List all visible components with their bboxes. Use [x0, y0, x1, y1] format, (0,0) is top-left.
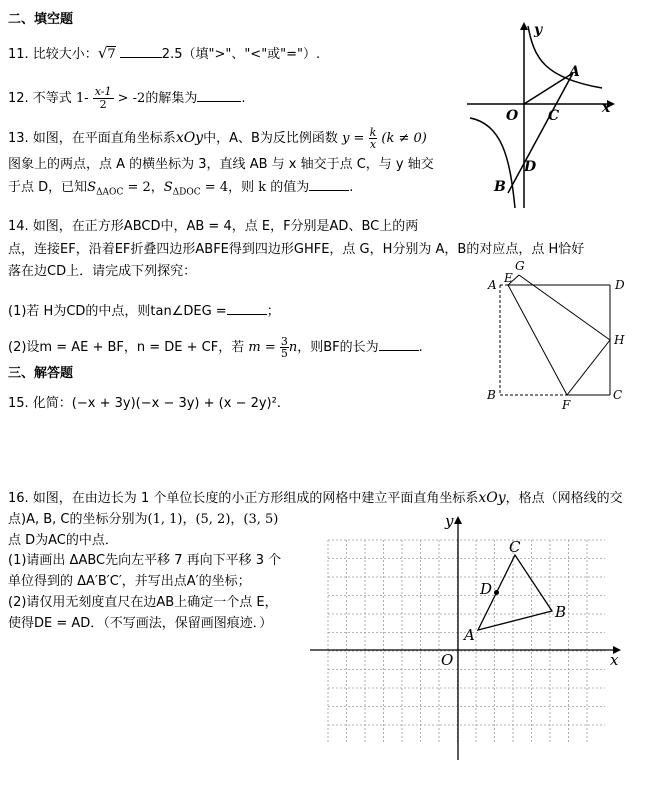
q12-relation: > -2: [117, 91, 146, 106]
question-16-line2: [8, 508, 278, 527]
q14-figure: [482, 258, 632, 413]
q12-end: .: [241, 91, 246, 106]
q12-fraction: [93, 86, 114, 111]
q16-label-b: B: [555, 603, 567, 621]
q13-s2-val: = 4，则 k 的值为: [204, 180, 310, 195]
q12-frac-bot: 2: [99, 98, 107, 111]
q14-label-a: A: [488, 278, 497, 292]
q13-label-b: B: [494, 179, 506, 195]
q13-func-x: x: [369, 138, 377, 151]
q14-label-b: B: [487, 388, 496, 402]
question-16-line3: 点 D为AC的中点．: [8, 533, 118, 548]
q13-s1-val: = 2，: [127, 180, 164, 195]
question-14-line3: 落在边CD上．请完成下列探究：: [8, 264, 197, 279]
q16-xoy: xOy: [478, 490, 506, 506]
q12-tail: 的解集为: [145, 91, 198, 106]
q11-number: 11. 比较大小：: [8, 47, 98, 62]
q13-s1-sub: ΔAOC: [96, 187, 124, 198]
question-16-line4: (1)请画出 ΔABC先向左平移 7 再向下平移 3 个: [8, 553, 282, 568]
q16-label-d: D: [480, 580, 493, 598]
q13-func-cond: (k ≠ 0): [381, 131, 427, 146]
q13-label-y: y: [534, 22, 543, 38]
q16-line1b: ，格点（网格线的交: [505, 491, 623, 506]
q16-label-a: A: [464, 626, 475, 644]
q13-hyperbola-q3: [470, 118, 515, 208]
q13-s2: S: [163, 180, 173, 195]
q14-frac-bot: 5: [280, 347, 288, 360]
q16-coords: (1, 1)，(5, 2)，(3, 5): [147, 512, 279, 527]
question-13-line1: [8, 127, 427, 150]
q14-part1-end: ；: [266, 304, 280, 319]
question-14-line1: 14. 如图，在正方形ABCD中，AB = 4，点 E，F分别是AD、BC上的两: [8, 219, 419, 234]
q14-part1-text: (1)若 H为CD的中点，则tan∠DEG =: [8, 304, 227, 319]
q14-label-f: F: [562, 398, 571, 412]
q16-label-y: y: [445, 512, 454, 530]
question-14-line2: 点，连接EF，沿着EF折叠四边形ABFE得到四边形GHFE，点 G，H分别为 A，B的对应点，点 H恰好: [8, 242, 585, 257]
q14-label-h: H: [614, 333, 625, 347]
q16-y-arrow: [454, 516, 462, 524]
q16-line1a: 16. 如图，在由边长为 1 个单位长度的小正方形组成的网格中建立平面直角坐标系: [8, 491, 479, 506]
q16-point-d: [494, 590, 499, 595]
q13-label-a: A: [569, 64, 580, 80]
q16-label-o: O: [441, 651, 454, 669]
sqrt-radicand: 7: [107, 47, 116, 62]
q14-part2-n: n: [288, 340, 298, 355]
q13-label-x: x: [602, 100, 611, 116]
q14-line-hf: [567, 340, 610, 395]
q13-xoy: xOy: [175, 130, 204, 146]
q14-part2-text: (2)设m = AE + BF，n = DE + CF，若: [8, 340, 245, 355]
q13-s2-sub: ΔDOC: [172, 187, 201, 198]
q12-one: 1-: [75, 91, 89, 106]
question-14-part1: [8, 300, 280, 319]
q13-func-fraction: [369, 127, 378, 150]
q13-label-c: C: [548, 108, 560, 124]
q13-line-oa: [524, 73, 573, 104]
q16-grid-figure: [310, 510, 630, 770]
q16-line2a: 点)A, B, C的坐标分别为: [8, 512, 148, 527]
q12-number: 12. 不等式: [8, 91, 72, 106]
q14-label-d: D: [615, 278, 625, 292]
section-fill-heading: 二、填空题: [8, 12, 74, 27]
q13-line3a: 于点 D，已知: [8, 180, 88, 195]
q14-part2-end: .: [418, 340, 423, 355]
question-11: [8, 43, 320, 62]
q14-part2-fraction: [280, 336, 289, 359]
sqrt-sign: √: [97, 44, 108, 62]
q16-label-c: C: [509, 538, 521, 556]
q13-s1: S: [87, 180, 97, 195]
q13-answer-blank[interactable]: [309, 177, 349, 191]
q13-line1c: A、B为反比例函数: [229, 131, 338, 146]
q14-label-e: E: [504, 271, 513, 285]
q13-label-d: D: [524, 159, 537, 175]
q13-line1b: 中，: [203, 131, 230, 146]
q14-part1-blank[interactable]: [227, 301, 267, 315]
q13-line-ab: [508, 73, 573, 193]
q13-func-y: y =: [342, 131, 365, 146]
question-16-line7: 使得DE = AD．（不写画法，保留画图痕迹．）: [8, 616, 273, 631]
question-13-line2: 图象上的两点，点 A 的横坐标为 3，直线 AB 与 x 轴交于点 C，与 y 轴交: [8, 157, 434, 172]
q13-end: .: [349, 180, 354, 195]
q13-line1a: 13. 如图，在平面直角坐标系: [8, 131, 176, 146]
question-16-line6: (2)请仅用无刻度直尺在边AB上确定一个点 E，: [8, 595, 278, 610]
q13-figure: [462, 18, 661, 213]
q14-label-c: C: [613, 388, 623, 402]
q14-line-ef: [508, 285, 567, 395]
question-16-line5: 单位得到的 ΔA′B′C′，并写出点A′的坐标；: [8, 574, 251, 589]
q14-part2-m: m =: [248, 340, 276, 355]
q12-answer-blank[interactable]: [197, 88, 241, 102]
q11-answer-blank[interactable]: [120, 44, 162, 58]
q14-label-g: G: [515, 259, 525, 273]
section-answer-heading: 三、解答题: [8, 366, 74, 381]
question-15: 15. 化简：(−x + 3y)(−x − 3y) + (x − 2y)².: [8, 396, 281, 411]
q11-tail: 2.5（填">"、"<"或"="）.: [161, 47, 321, 62]
question-13-line3: [8, 176, 353, 198]
q14-part2-blank[interactable]: [379, 337, 419, 351]
q14-part2-tail: ，则BF的长为: [297, 340, 379, 355]
q16-label-x: x: [610, 651, 619, 669]
q14-frac-top: 3: [280, 335, 288, 348]
q12-frac-top: x-1: [94, 85, 112, 98]
question-16-line1: [8, 487, 623, 506]
q13-func-k: k: [369, 126, 377, 139]
question-14-part2: [8, 336, 423, 359]
question-12: [8, 86, 246, 111]
q13-y-arrow: [520, 22, 528, 30]
q13-label-o: O: [506, 108, 519, 124]
